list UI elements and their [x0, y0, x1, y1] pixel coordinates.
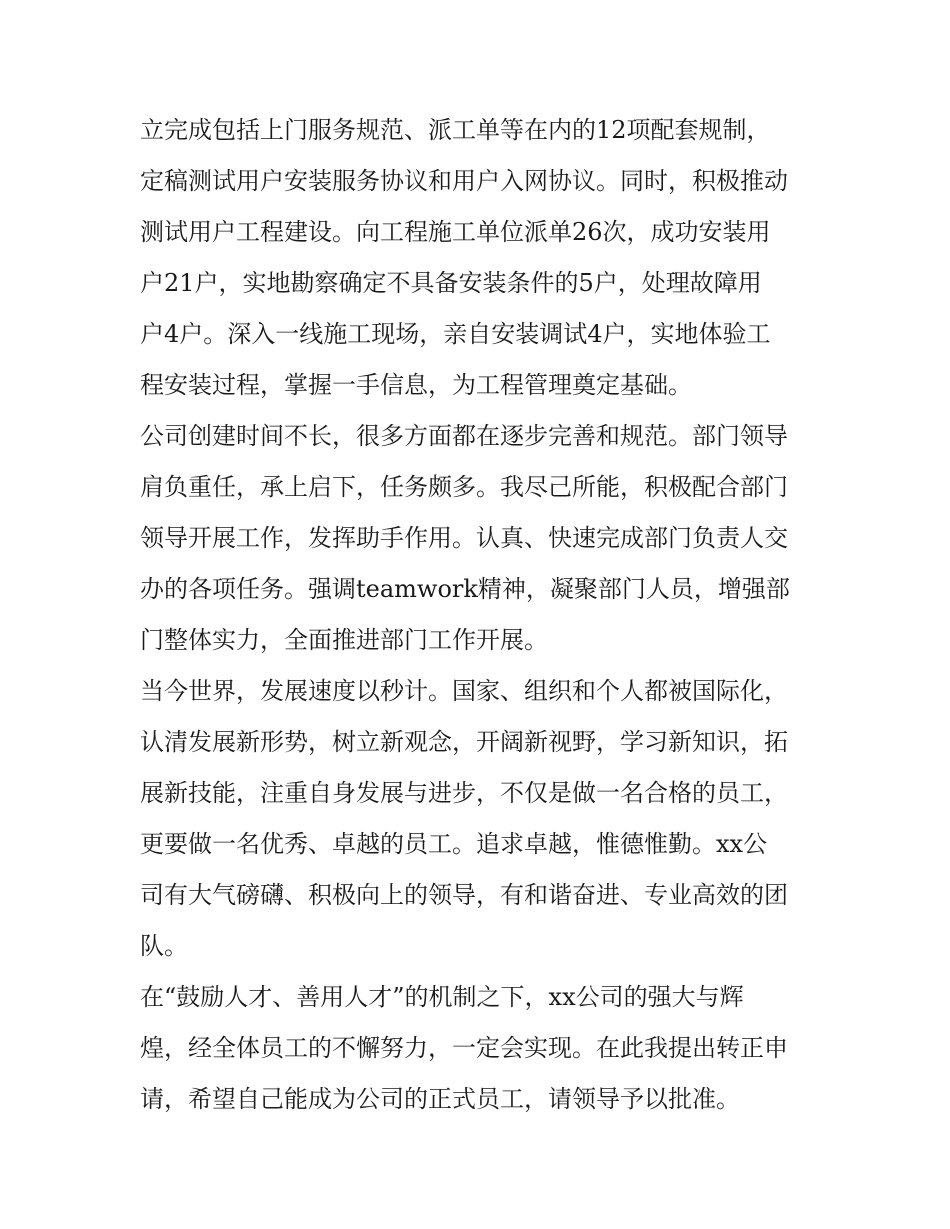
- paragraph-project-work: [140, 105, 815, 411]
- text-line: 认清发展新形势，树立新观念，开阔新视野，学习新知识，拓: [140, 728, 788, 756]
- text-line: 立完成包括上门服务规范、派工单等在内的12项配套规制，: [140, 116, 771, 144]
- text-line: 户21户，实地勘察确定不具备安装条件的5户，处理故障用: [140, 269, 762, 297]
- text-line: 领导开展工作，发挥助手作用。认真、快速完成部门负责人交: [140, 524, 788, 552]
- text-line: 在“鼓励人才、善用人才”的机制之下，xx公司的强大与辉: [140, 983, 744, 1011]
- paragraph-application: [140, 972, 815, 1125]
- text-line: 办的各项任务。强调teamwork精神，凝聚部门人员，增强部: [140, 575, 790, 603]
- text-line: 门整体实力，全面推进部门工作开展。: [140, 626, 548, 654]
- document-body: [140, 105, 815, 1125]
- text-line: 肩负重任，承上启下，任务颇多。我尽己所能，积极配合部门: [140, 473, 788, 501]
- text-line: 公司创建时间不长，很多方面都在逐步完善和规范。部门领导: [140, 422, 788, 450]
- text-line: 请，希望自己能成为公司的正式员工，请领导予以批准。: [140, 1085, 740, 1113]
- text-line: 煌，经全体员工的不懈努力，一定会实现。在此我提出转正申: [140, 1034, 788, 1062]
- text-line: 当今世界，发展速度以秒计。国家、组织和个人都被国际化，: [140, 677, 788, 705]
- text-line: 展新技能，注重自身发展与进步，不仅是做一名合格的员工，: [140, 779, 788, 807]
- text-line: 定稿测试用户安装服务协议和用户入网协议。同时，积极推动: [140, 167, 788, 195]
- paragraph-development: [140, 666, 815, 972]
- text-line: 测试用户工程建设。向工程施工单位派单26次，成功安装用: [140, 218, 771, 246]
- text-line: 更要做一名优秀、卓越的员工。追求卓越，惟德惟勤。xx公: [140, 830, 768, 858]
- text-line: 户4户。深入一线施工现场，亲自安装调试4户，实地体验工: [140, 320, 771, 348]
- text-line: 司有大气磅礴、积极向上的领导，有和谐奋进、专业高效的团: [140, 881, 788, 909]
- paragraph-department-support: [140, 411, 815, 666]
- text-line: 队。: [140, 932, 188, 960]
- text-line: 程安装过程，掌握一手信息，为工程管理奠定基础。: [140, 371, 692, 399]
